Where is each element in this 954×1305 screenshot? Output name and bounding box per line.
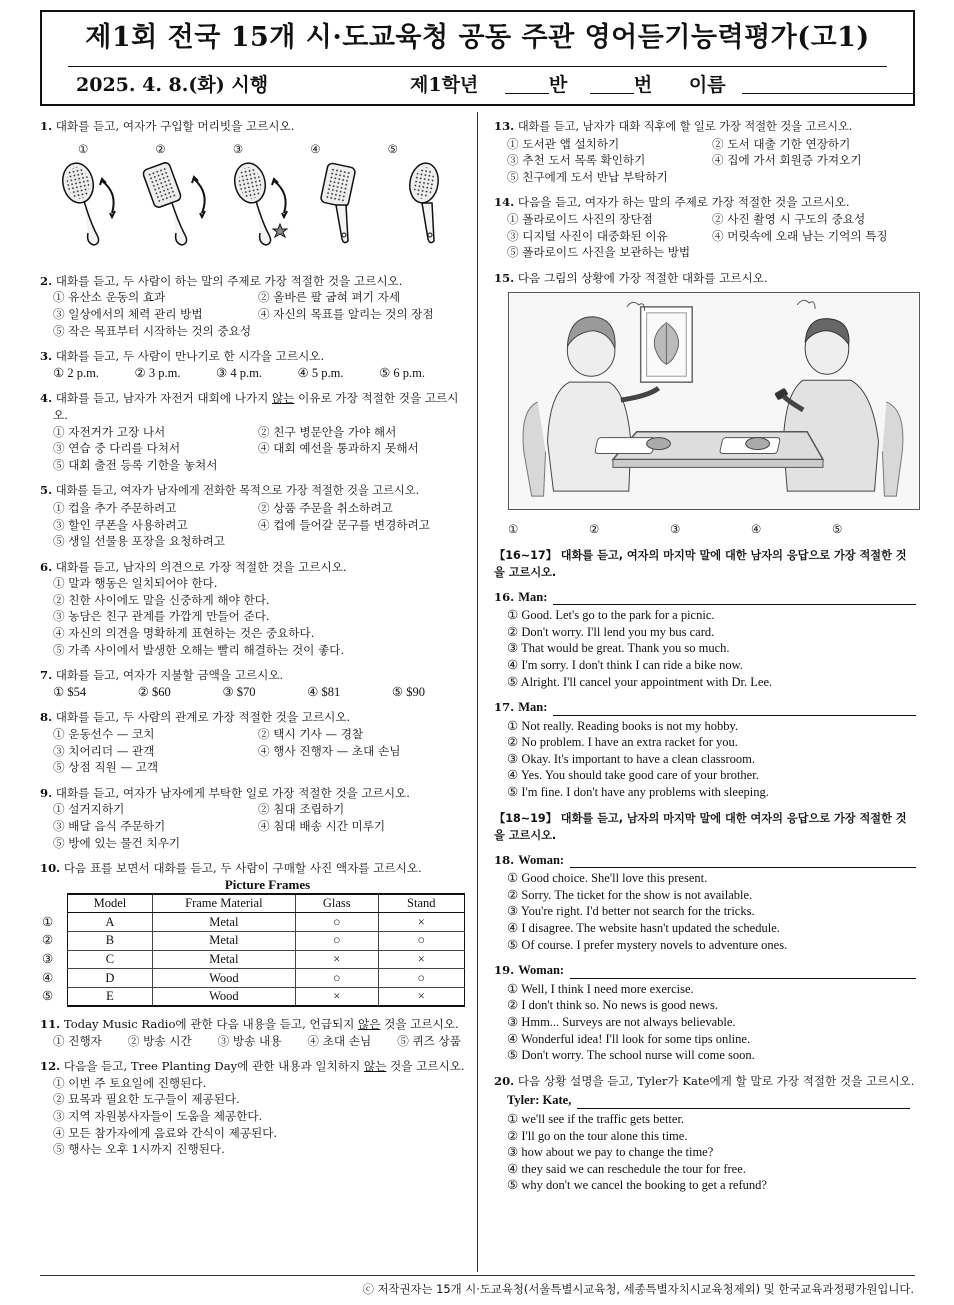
class-blank: [505, 74, 549, 94]
answer-option[interactable]: ① Good choice. She'll love this present.: [507, 871, 708, 886]
table-cell: Wood: [152, 987, 295, 1006]
answer-option[interactable]: ⑤ I'm fine. I don't have any problems with sleeping.: [507, 785, 769, 800]
answer-option[interactable]: ① we'll see if the traffic gets better.: [507, 1111, 685, 1126]
answer-option[interactable]: ③ 방송 내용: [217, 1033, 282, 1048]
answer-option[interactable]: ② 도서 대출 기한 연장하기: [712, 136, 851, 151]
answer-option[interactable]: ① 이번 주 토요일에 진행된다.: [53, 1075, 207, 1090]
answer-options: [40, 500, 465, 550]
question-number: 3.: [40, 349, 53, 364]
answer-options: [40, 726, 465, 776]
question-number: 17.: [494, 700, 515, 715]
answer-option[interactable]: ① 도서관 앱 설치하기: [507, 136, 620, 151]
question-text-emphasis: 않은: [358, 1016, 381, 1031]
answer-line: [570, 856, 916, 868]
question-5: [40, 482, 465, 549]
answer-option[interactable]: ③ That would be great. Thank you so much.: [507, 641, 730, 656]
question-13: [494, 118, 916, 185]
question-8: [40, 709, 465, 775]
column-divider: [477, 112, 478, 1272]
question-1: [40, 118, 465, 264]
answer-option[interactable]: ③ Hmm... Surveys are not always believable.: [507, 1015, 736, 1029]
question-number: 20.: [494, 1073, 515, 1088]
option-label[interactable]: ⑤: [832, 521, 843, 536]
answer-option[interactable]: ③ Okay. It's important to have a clean classroom.: [507, 751, 755, 766]
speaker-label: Tyler: Kate,: [507, 1093, 572, 1108]
table-header: Frame Material: [152, 894, 295, 913]
answer-option[interactable]: ① Good. Let's go to the park for a picnic.: [507, 608, 715, 623]
hairbrush-5-icon: [407, 161, 442, 243]
question-text: 대화를 듣고, 남자가 대화 직후에 할 일로 가장 적절한 것을 고르시오.: [517, 120, 853, 133]
exam-title: 제1회 전국 15개 시·도교육청 공동 주관 영어듣기능력평가(고1): [85, 22, 870, 53]
answer-option[interactable]: ② I don't think so. No news is good news.: [507, 998, 719, 1013]
question-6: [40, 559, 465, 659]
left-column: [40, 118, 465, 1167]
class-label: 반: [548, 74, 568, 96]
question-20: [494, 1073, 916, 1194]
question-3: [40, 348, 465, 381]
question-text: 다음 그림의 상황에 가장 적절한 대화를 고르시오.: [517, 270, 768, 285]
answer-option[interactable]: ⑤ 친구에게 도서 반납 부탁하기: [507, 169, 668, 184]
option-label: ①: [78, 141, 89, 156]
wall-picture-icon: [641, 307, 693, 382]
table-row[interactable]: [42, 950, 465, 969]
table-cell: Metal: [152, 950, 295, 969]
scene-option-labels: [494, 521, 916, 538]
question-9: [40, 785, 465, 851]
footer-divider: [40, 1275, 915, 1276]
question-10: [40, 860, 465, 1007]
answer-option[interactable]: ⑤ Of course. I prefer mystery novels to adventure ones.: [507, 937, 788, 952]
answer-option[interactable]: ④ Yes. You should take good care of your brother.: [507, 768, 759, 783]
question-text: 대화를 듣고, 남자가 자전거 대회에 나가지: [55, 391, 269, 406]
answer-option[interactable]: ④ 머릿속에 오래 남는 기억의 특징: [712, 228, 888, 243]
answer-option[interactable]: ⑤ 6 p.m.: [379, 365, 425, 380]
answer-options: [494, 718, 916, 801]
question-text: 대화를 듣고, 남자의 의견으로 가장 적절한 것을 고르시오.: [55, 559, 347, 574]
number-label: 번: [633, 74, 653, 96]
answer-option[interactable]: ④ 자신의 목표를 알리는 것의 장점: [258, 306, 434, 321]
table-cell: ○: [295, 969, 378, 988]
question-15: [494, 270, 916, 538]
question-2: [40, 273, 465, 339]
answer-line: [577, 1097, 910, 1109]
answer-option[interactable]: ④ 행사 진행자 — 초대 손님: [258, 743, 401, 758]
answer-option[interactable]: ② 방송 시간: [127, 1033, 192, 1048]
table-cell: ②: [42, 933, 54, 948]
hairbrush-1-icon: [59, 161, 115, 245]
answer-option[interactable]: ④ 초대 손님: [307, 1033, 372, 1048]
answer-line: [553, 704, 916, 716]
table-cell: ×: [378, 913, 464, 932]
answer-options: [494, 870, 916, 953]
table-cell: ○: [295, 913, 378, 932]
name-blank: [742, 74, 914, 94]
table-cell: ×: [378, 950, 464, 969]
question-number: 1.: [40, 119, 53, 133]
answer-option[interactable]: ① 말과 행동은 일치되어야 한다.: [53, 576, 218, 591]
picture-frames-table: [42, 893, 465, 1007]
table-cell: ×: [295, 950, 378, 969]
table-cell: ○: [295, 932, 378, 951]
answer-option[interactable]: ⑤ 생일 선물용 포장을 요청하려고: [53, 534, 225, 549]
answer-option[interactable]: ⑤ why don't we cancel the booking to get a refund?: [507, 1178, 767, 1193]
hairbrush-illustrations: [50, 161, 470, 251]
answer-option[interactable]: ④ I'm sorry. I don't think I can ride a bike now.: [507, 657, 743, 672]
answer-option[interactable]: ⑤ Don't worry. The school nurse will come soon.: [507, 1048, 755, 1063]
question-number: 15.: [494, 270, 515, 285]
table-header: Model: [68, 894, 153, 913]
question-text: 대화를 듣고, 두 사람의 관계로 가장 적절한 것을 고르시오.: [55, 710, 351, 725]
option-label: ⑤: [387, 141, 399, 156]
answer-option[interactable]: ① 운동선수 — 코치: [53, 727, 155, 742]
answer-option[interactable]: ③ 농담은 친구 관계를 가깝게 만들어 준다.: [53, 609, 270, 624]
question-text: 다음을 듣고, 여자가 하는 말의 주제로 가장 적절한 것을 고르시오.: [517, 195, 850, 210]
answer-option[interactable]: ⑤ Alright. I'll cancel your appointment with Dr. Lee.: [507, 674, 773, 689]
answer-option[interactable]: ⑤ 대회 출전 등록 기한을 놓쳐서: [53, 457, 218, 472]
table-cell: Wood: [152, 969, 295, 988]
grade-label: 제1학년: [410, 74, 479, 96]
answer-options: [40, 1033, 465, 1050]
answer-option[interactable]: ⑤ 작은 목표부터 시작하는 것의 중요성: [53, 323, 252, 338]
table-row[interactable]: [42, 987, 465, 1006]
option-label[interactable]: ①: [508, 521, 519, 536]
hairbrush-3-icon: [231, 161, 287, 245]
answer-option[interactable]: ③ 일상에서의 체력 관리 방법: [53, 306, 203, 321]
response-prompt: [494, 699, 916, 716]
answer-option[interactable]: ④ they said we can reschedule the tour for free.: [507, 1161, 746, 1176]
speaker-label: Man:: [518, 700, 548, 715]
question-text: 대화를 듣고, 여자가 남자에게 전화한 목적으로 가장 적절한 것을 고르시오.: [55, 484, 420, 498]
answer-options: [494, 136, 916, 186]
answer-option[interactable]: ① 폴라로이드 사진의 장단점: [507, 211, 653, 226]
answer-option[interactable]: ③ 배달 음식 주문하기: [53, 819, 166, 833]
question-number: 9.: [40, 785, 53, 800]
answer-options: [40, 684, 465, 701]
answer-option[interactable]: ④ Wonderful idea! I'll look for some tips online.: [507, 1031, 751, 1046]
question-number: 7.: [40, 668, 53, 683]
answer-option[interactable]: ④ 침대 배송 시간 미루기: [258, 819, 386, 833]
table-row[interactable]: [42, 969, 465, 988]
question-text: 이유로 가장 적절한 것을 고르시오.: [53, 391, 459, 422]
option-label[interactable]: ②: [589, 521, 600, 536]
answer-options: [40, 801, 465, 851]
answer-option[interactable]: ① 유산소 운동의 효과: [53, 290, 166, 305]
question-number: 12.: [40, 1059, 61, 1074]
answer-line: [570, 967, 916, 979]
question-number: 8.: [40, 710, 53, 725]
question-11: [40, 1016, 465, 1049]
answer-option[interactable]: ② Don't worry. I'll lend you my bus card.: [507, 624, 715, 639]
answer-option[interactable]: ④ I disagree. The website hasn't updated the schedule.: [507, 921, 780, 936]
brush-option-labels: [40, 141, 465, 158]
answer-option[interactable]: ⑤ 행사는 오후 1시까지 진행된다.: [53, 1142, 225, 1157]
answer-option[interactable]: ④ 모든 참가자에게 음료와 간식이 제공된다.: [53, 1125, 278, 1140]
response-prompt: [494, 589, 916, 606]
table-cell: Metal: [152, 913, 295, 932]
answer-options: [494, 211, 916, 261]
answer-option[interactable]: ③ 연습 중 다리를 다쳐서: [53, 441, 181, 456]
table-row[interactable]: [42, 932, 465, 951]
question-4: [40, 390, 465, 473]
answer-option[interactable]: ② 묘목과 필요한 도구들이 제공된다.: [53, 1092, 240, 1107]
answer-option[interactable]: ③ 지역 자원봉사자들이 도움을 제공한다.: [53, 1108, 263, 1123]
table-corner: [42, 894, 68, 913]
answer-options: [40, 289, 465, 339]
table-cell: A: [68, 913, 153, 932]
question-number: 14.: [494, 195, 515, 210]
answer-option[interactable]: ② 택시 기사 — 경찰: [258, 727, 364, 742]
hairbrush-2-icon: [142, 162, 205, 246]
answer-option[interactable]: ③ 할인 쿠폰을 사용하려고: [53, 517, 188, 532]
option-label: ③: [232, 141, 244, 156]
question-14: [494, 194, 916, 260]
student-info-line: [410, 72, 914, 98]
table-cell: ○: [378, 932, 464, 951]
question-number: 6.: [40, 559, 53, 574]
answer-option[interactable]: ① 진행자: [53, 1033, 102, 1048]
answer-option[interactable]: ④ 대회 예선을 통과하지 못해서: [258, 441, 419, 456]
question-17: [494, 699, 916, 801]
answer-option[interactable]: ③ $70: [222, 684, 256, 699]
question-number: 18.: [494, 852, 515, 867]
question-text: 대화를 듣고, 여자가 남자에게 부탁한 일로 가장 적절한 것을 고르시오.: [55, 785, 410, 800]
section-instruction-16-17: 【16~17】 대화를 듣고, 여자의 마지막 말에 대한 남자의 응답으로 가장 적절한 것을 고르시오.: [494, 548, 907, 579]
question-12: [40, 1058, 465, 1158]
table-header-row: [42, 894, 465, 913]
question-18: [494, 852, 916, 954]
question-text: 다음 상황 설명을 듣고, Tyler가 Kate에게 할 말로 가장 적절한 것을 고르시오.: [517, 1073, 915, 1088]
answer-option[interactable]: ② 사진 촬영 시 구도의 중요성: [712, 211, 866, 226]
answer-option[interactable]: ③ 4 p.m.: [216, 365, 262, 380]
answer-option[interactable]: ③ 추천 도서 목록 확인하기: [507, 153, 646, 168]
name-label: 이름: [688, 74, 726, 96]
table-cell: B: [68, 932, 153, 951]
table-row[interactable]: [42, 913, 465, 932]
answer-option[interactable]: ③ 치어리더 — 관객: [53, 743, 155, 758]
table-cell: Metal: [152, 932, 295, 951]
answer-option[interactable]: ① Not really. Reading books is not my hobby.: [507, 718, 739, 733]
answer-option[interactable]: ② 3 p.m.: [134, 365, 181, 380]
answer-option[interactable]: ④ 집에 가서 회원증 가져오기: [712, 153, 862, 168]
question-16: [494, 589, 916, 691]
table-cell: ×: [378, 987, 464, 1006]
answer-option[interactable]: ① 컵을 추가 주문하려고: [53, 500, 177, 515]
table-title: Picture Frames: [224, 876, 311, 892]
answer-options: [494, 607, 916, 690]
question-text: 것을 고르시오.: [384, 1016, 459, 1031]
question-text: 다음 표를 보면서 대화를 듣고, 두 사람이 구매할 사진 액자를 고르시오.: [63, 861, 422, 876]
table-cell: E: [68, 987, 153, 1006]
response-prompt: [494, 962, 916, 979]
question-text: 대화를 듣고, 두 사람이 하는 말의 주제로 가장 적절한 것을 고르시오.: [55, 273, 403, 288]
speaker-label: Woman:: [518, 852, 565, 867]
answer-option[interactable]: ② 올바른 팔 굽혀 펴기 자세: [258, 290, 401, 305]
section-instruction-18-19: 【18~19】 대화를 듣고, 남자의 마지막 말에 대한 여자의 응답으로 가장 적절한 것을 고르시오.: [494, 811, 907, 842]
question-text: 대화를 듣고, 여자가 지불할 금액을 고르시오.: [55, 668, 284, 683]
question-text: 대화를 듣고, 두 사람이 만나기로 한 시각을 고르시오.: [55, 349, 325, 364]
question-number: 11.: [40, 1016, 61, 1031]
answer-option[interactable]: ① 2 p.m.: [53, 365, 99, 380]
response-prompt: [494, 1092, 916, 1109]
answer-option[interactable]: ⑤ 가족 사이에서 발생한 오해는 빨리 해결하는 것이 좋다.: [53, 642, 345, 657]
table-cell: C: [68, 950, 153, 969]
answer-option[interactable]: ① 설거지하기: [53, 802, 125, 817]
answer-option[interactable]: ② $60: [137, 684, 171, 699]
answer-option[interactable]: ① 자전거가 고장 나서: [53, 424, 166, 439]
table-cell: D: [68, 969, 153, 988]
answer-option[interactable]: ④ 컵에 들어갈 문구를 변경하려고: [258, 517, 430, 532]
answer-option[interactable]: ② I'll go on the tour alone this time.: [507, 1128, 688, 1143]
answer-option[interactable]: ② Sorry. The ticket for the show is not available.: [507, 887, 753, 902]
question-text: 다음을 듣고, Tree Planting Day에 관한 내용과 일치하지: [63, 1059, 361, 1074]
answer-options: [40, 575, 465, 658]
option-label: ②: [155, 141, 166, 156]
question-text-emphasis: 않는: [272, 391, 295, 406]
answer-option[interactable]: ③ how about we pay to change the time?: [507, 1145, 714, 1160]
question-text: 것을 고르시오.: [390, 1059, 465, 1074]
question-19: [494, 962, 916, 1064]
answer-option[interactable]: ③ 디지털 사진이 대중화된 이유: [507, 228, 668, 243]
copyright-footer: ⓒ 저작권자는 15개 시·도교육청(서울특별시교육청, 세종특별자치시교육청제외) 및 한국교육과정평가원입니다.: [362, 1282, 914, 1296]
speaker-label: Woman:: [518, 963, 565, 978]
speaker-label: Man:: [518, 589, 548, 604]
answer-option[interactable]: ③ You're right. I'd better not search for the tricks.: [507, 904, 755, 919]
question-text: 대화를 듣고, 여자가 구입할 머리빗을 고르시오.: [55, 119, 295, 133]
table-header: Glass: [295, 894, 378, 913]
answer-option[interactable]: ⑤ 퀴즈 상품: [397, 1033, 461, 1048]
table-cell: ○: [378, 969, 464, 988]
answer-option[interactable]: ② 친구 병문안을 가야 해서: [258, 424, 397, 439]
answer-options: [494, 1111, 916, 1194]
option-label[interactable]: ④: [751, 521, 762, 536]
question-text: Today Music Radio에 관한 다음 내용을 듣고, 언급되지: [63, 1016, 355, 1031]
hairbrush-4-icon: [320, 163, 356, 243]
question-number: 4.: [40, 391, 53, 406]
table-cell: ×: [295, 987, 378, 1006]
answer-option[interactable]: ② 친한 사이에도 말을 신중하게 해야 한다.: [53, 592, 270, 607]
question-number: 10.: [40, 861, 61, 876]
exam-header: [40, 10, 915, 106]
number-blank: [590, 74, 634, 94]
exam-date: 2025. 4. 8.(화) 시행: [76, 74, 269, 96]
answer-option[interactable]: ② No problem. I have an extra racket for you.: [507, 735, 738, 750]
question-number: 13.: [494, 119, 515, 133]
answer-option[interactable]: ⑤ 폴라로이드 사진을 보관하는 방법: [507, 245, 691, 260]
answer-option[interactable]: ② 침대 조립하기: [258, 802, 345, 817]
question-number: 16.: [494, 589, 515, 604]
answer-options: [494, 981, 916, 1064]
table-cell: ①: [42, 914, 54, 929]
answer-option[interactable]: ② 상품 주문을 취소하려고: [258, 500, 393, 515]
answer-options: [40, 424, 465, 474]
table-cell: ③: [42, 951, 54, 966]
answer-option[interactable]: ④ 자신의 의견을 명확하게 표현하는 것은 중요하다.: [53, 626, 315, 641]
question-number: 2.: [40, 273, 53, 288]
answer-option[interactable]: ⑤ $90: [391, 684, 425, 699]
question-number: 5.: [40, 483, 53, 498]
question-text-emphasis: 않는: [363, 1059, 387, 1074]
option-label: ④: [310, 141, 321, 156]
header-divider: [68, 66, 887, 67]
question-7: [40, 667, 465, 700]
answer-option[interactable]: ① $54: [53, 684, 87, 699]
table-header: Stand: [378, 894, 464, 913]
answer-options: [40, 365, 465, 382]
answer-option[interactable]: ④ $81: [307, 684, 341, 699]
right-column: [494, 118, 916, 1203]
answer-option[interactable]: ① Well, I think I need more exercise.: [507, 981, 694, 996]
answer-option[interactable]: ⑤ 상점 직원 — 고객: [53, 760, 159, 775]
table-cell: ⑤: [42, 989, 54, 1004]
table-cell: ④: [42, 970, 54, 985]
answer-options: [40, 1075, 465, 1158]
response-prompt: [494, 852, 916, 869]
answer-option[interactable]: ⑤ 방에 있는 물건 치우기: [53, 835, 181, 850]
question-number: 19.: [494, 963, 515, 978]
answer-line: [553, 593, 916, 605]
restaurant-scene-illustration: [508, 292, 920, 510]
plate-icon: [720, 438, 781, 454]
option-label[interactable]: ③: [670, 521, 681, 536]
answer-option[interactable]: ④ 5 p.m.: [297, 365, 344, 380]
